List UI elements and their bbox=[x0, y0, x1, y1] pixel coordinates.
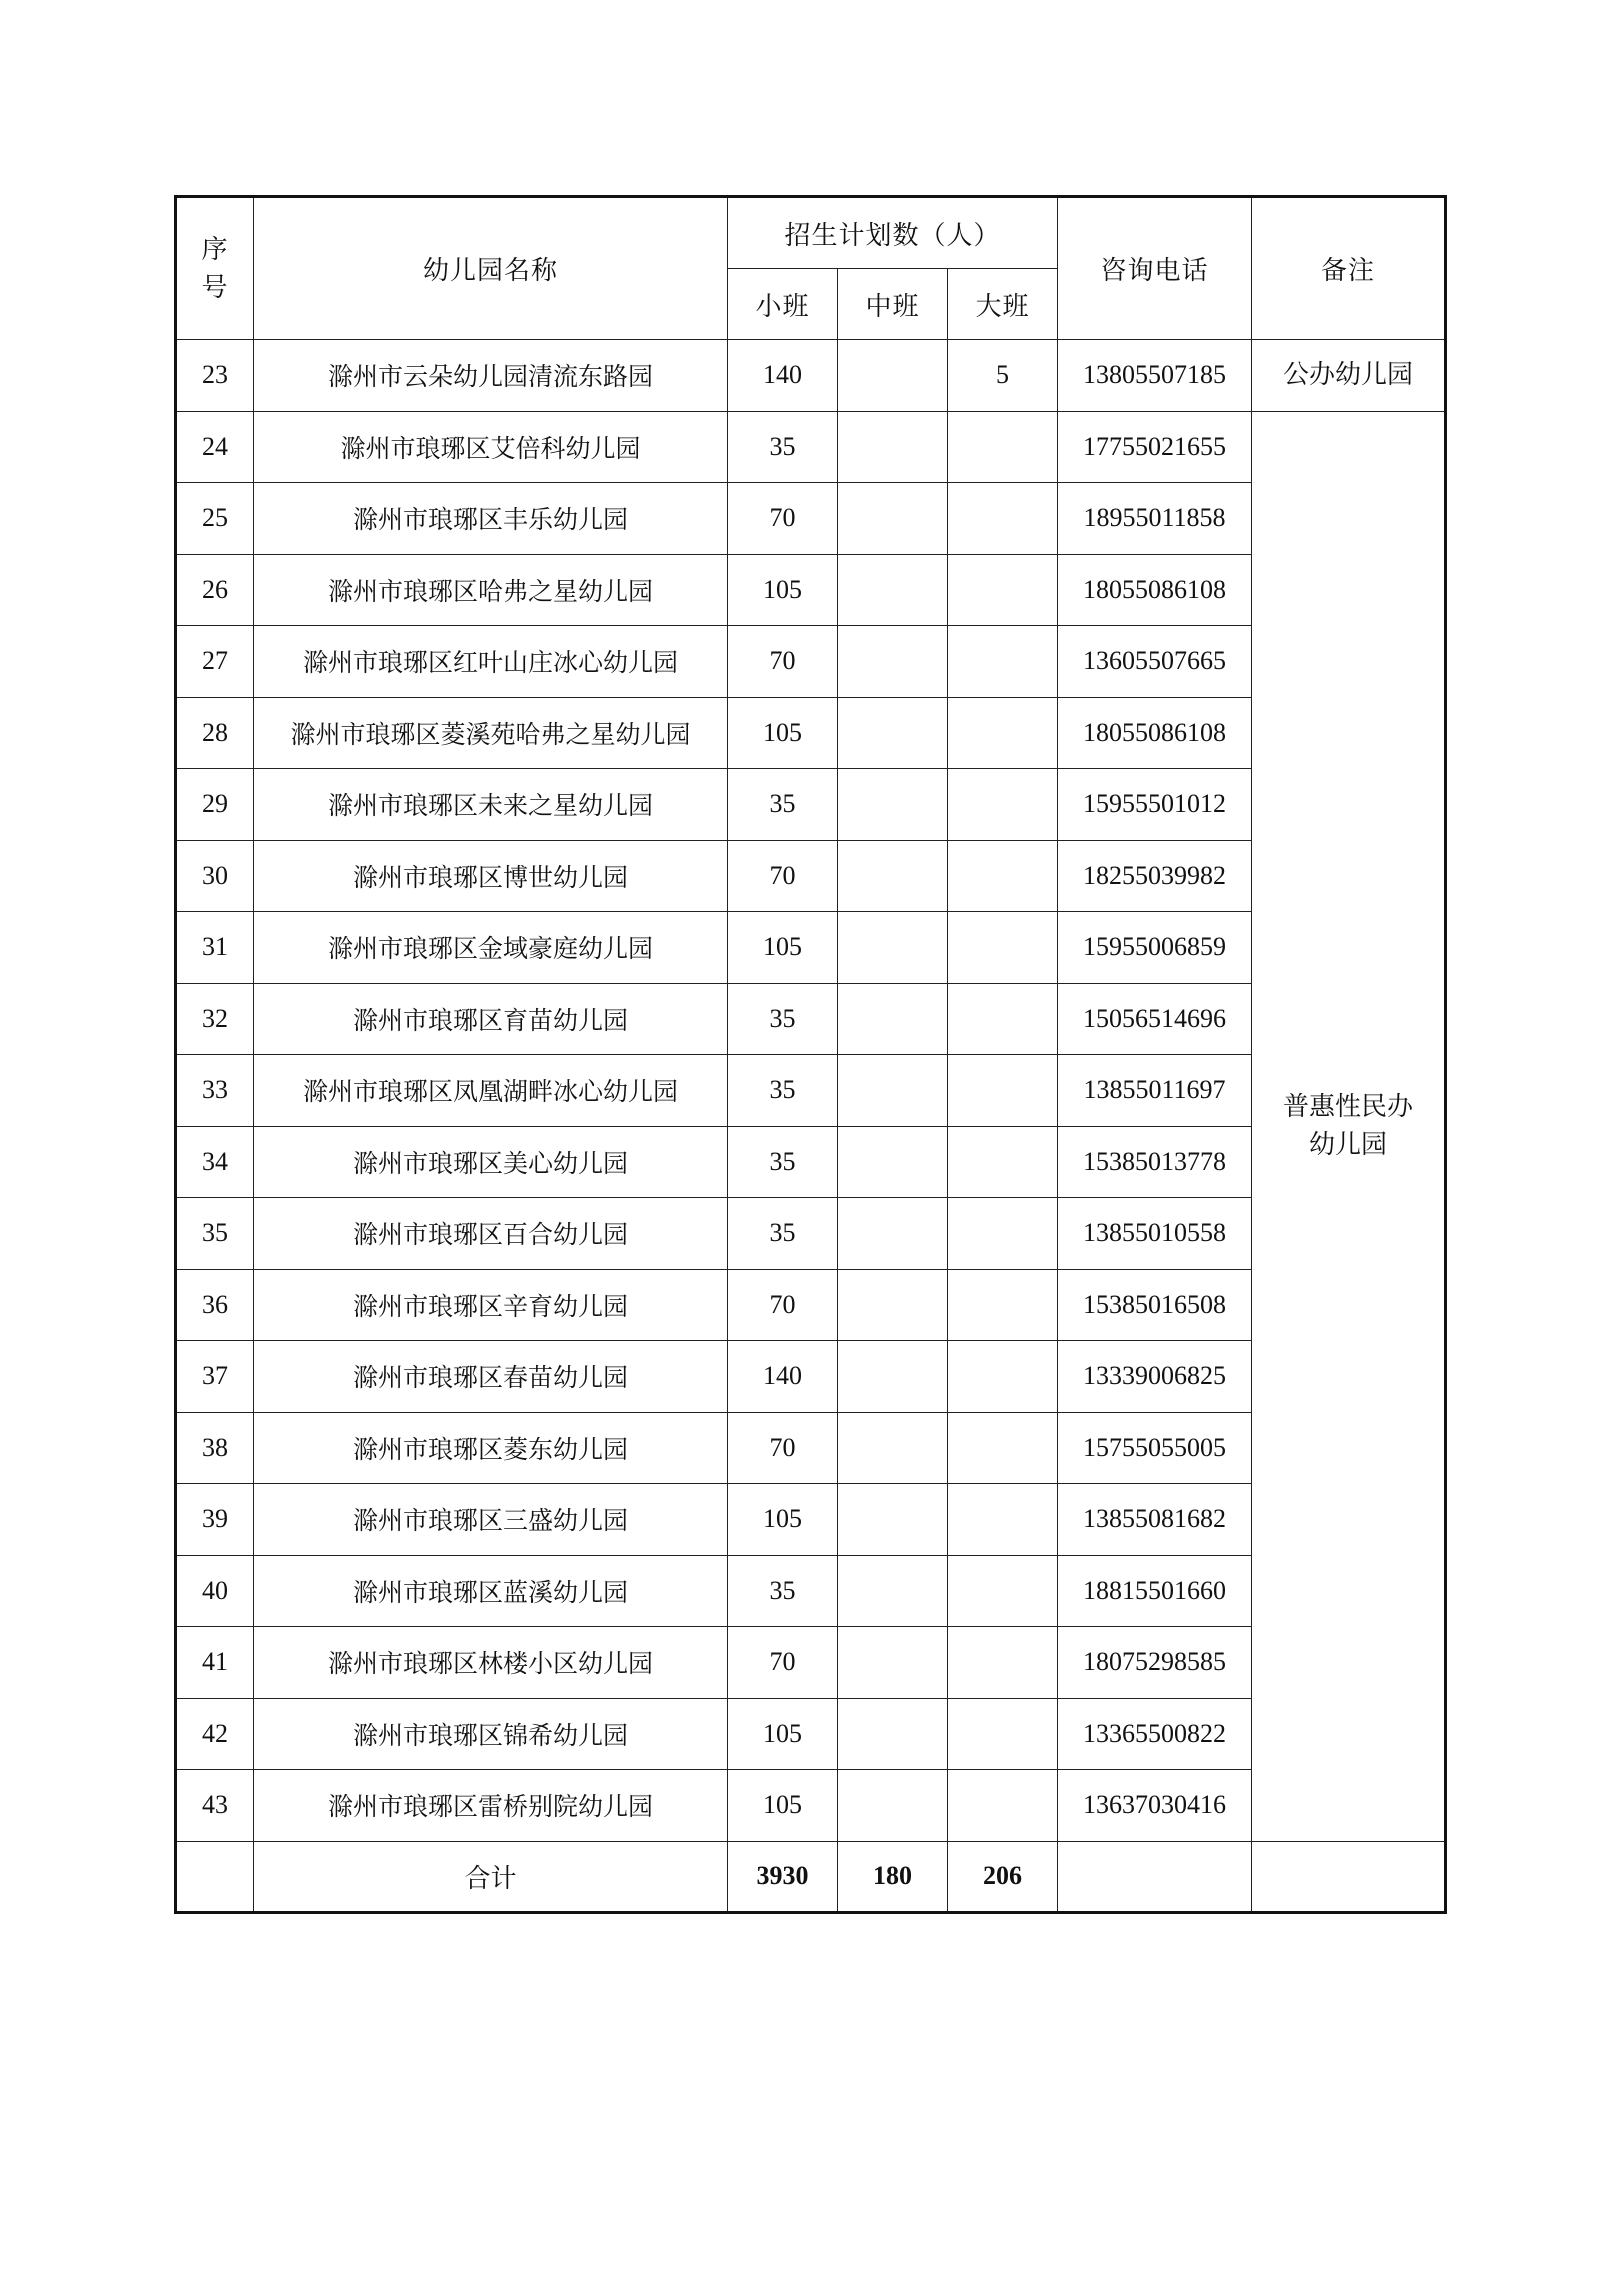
enrollment-table bbox=[174, 195, 1447, 1914]
row-kindergarten-name: 滁州市琅琊区百合幼儿园 bbox=[254, 1198, 728, 1270]
row-small-class: 140 bbox=[728, 340, 838, 412]
header-plan-group: 招生计划数（人） bbox=[728, 197, 1058, 269]
header-note: 备注 bbox=[1252, 197, 1446, 340]
row-middle-class bbox=[838, 340, 948, 412]
row-seq: 28 bbox=[176, 697, 254, 769]
row-seq: 32 bbox=[176, 983, 254, 1055]
header-seq-label: 序 号 bbox=[201, 234, 229, 303]
row-large-class bbox=[948, 697, 1058, 769]
row-large-class bbox=[948, 1269, 1058, 1341]
row-seq: 40 bbox=[176, 1555, 254, 1627]
row-kindergarten-name: 滁州市琅琊区金域豪庭幼儿园 bbox=[254, 912, 728, 984]
row-seq: 36 bbox=[176, 1269, 254, 1341]
row-kindergarten-name: 滁州市琅琊区菱东幼儿园 bbox=[254, 1412, 728, 1484]
row-middle-class bbox=[838, 554, 948, 626]
row-kindergarten-name: 滁州市琅琊区锦希幼儿园 bbox=[254, 1698, 728, 1770]
row-large-class bbox=[948, 912, 1058, 984]
row-phone: 15955501012 bbox=[1058, 769, 1252, 841]
row-small-class: 35 bbox=[728, 1055, 838, 1127]
row-phone: 13637030416 bbox=[1058, 1770, 1252, 1842]
row-middle-class bbox=[838, 769, 948, 841]
row-large-class bbox=[948, 1555, 1058, 1627]
row-seq: 25 bbox=[176, 483, 254, 555]
table-body bbox=[176, 340, 1446, 1913]
row-phone: 15955006859 bbox=[1058, 912, 1252, 984]
row-phone: 13339006825 bbox=[1058, 1341, 1252, 1413]
row-kindergarten-name: 滁州市琅琊区凤凰湖畔冰心幼儿园 bbox=[254, 1055, 728, 1127]
row-seq: 35 bbox=[176, 1198, 254, 1270]
row-small-class: 35 bbox=[728, 1555, 838, 1627]
header-small: 小班 bbox=[728, 269, 838, 340]
header-seq bbox=[176, 197, 254, 340]
row-phone: 15056514696 bbox=[1058, 983, 1252, 1055]
row-large-class bbox=[948, 483, 1058, 555]
row-large-class bbox=[948, 1412, 1058, 1484]
row-large-class bbox=[948, 1055, 1058, 1127]
row-small-class: 70 bbox=[728, 840, 838, 912]
row-large-class bbox=[948, 1126, 1058, 1198]
row-middle-class bbox=[838, 1698, 948, 1770]
row-phone: 15755055005 bbox=[1058, 1412, 1252, 1484]
row-kindergarten-name: 滁州市琅琊区三盛幼儿园 bbox=[254, 1484, 728, 1556]
row-seq: 31 bbox=[176, 912, 254, 984]
row-small-class: 35 bbox=[728, 769, 838, 841]
row-middle-class bbox=[838, 1269, 948, 1341]
row-seq: 43 bbox=[176, 1770, 254, 1842]
row-phone: 15385013778 bbox=[1058, 1126, 1252, 1198]
row-kindergarten-name: 滁州市云朵幼儿园清流东路园 bbox=[254, 340, 728, 412]
row-small-class: 35 bbox=[728, 1198, 838, 1270]
row-large-class: 5 bbox=[948, 340, 1058, 412]
row-kindergarten-name: 滁州市琅琊区哈弗之星幼儿园 bbox=[254, 554, 728, 626]
row-kindergarten-name: 滁州市琅琊区林楼小区幼儿园 bbox=[254, 1627, 728, 1699]
row-large-class bbox=[948, 411, 1058, 483]
row-kindergarten-name: 滁州市琅琊区未来之星幼儿园 bbox=[254, 769, 728, 841]
row-middle-class bbox=[838, 411, 948, 483]
row-phone: 18815501660 bbox=[1058, 1555, 1252, 1627]
row-small-class: 105 bbox=[728, 554, 838, 626]
row-middle-class bbox=[838, 1055, 948, 1127]
row-kindergarten-name: 滁州市琅琊区红叶山庄冰心幼儿园 bbox=[254, 626, 728, 698]
row-phone: 17755021655 bbox=[1058, 411, 1252, 483]
table-row bbox=[176, 340, 1446, 412]
row-phone: 18255039982 bbox=[1058, 840, 1252, 912]
row-seq: 37 bbox=[176, 1341, 254, 1413]
total-small-class: 3930 bbox=[728, 1841, 838, 1912]
row-large-class bbox=[948, 1698, 1058, 1770]
row-middle-class bbox=[838, 912, 948, 984]
row-middle-class bbox=[838, 626, 948, 698]
row-large-class bbox=[948, 1627, 1058, 1699]
row-seq: 38 bbox=[176, 1412, 254, 1484]
row-large-class bbox=[948, 1770, 1058, 1842]
row-middle-class bbox=[838, 697, 948, 769]
header-row-1 bbox=[176, 197, 1446, 269]
row-phone: 13365500822 bbox=[1058, 1698, 1252, 1770]
row-large-class bbox=[948, 983, 1058, 1055]
row-large-class bbox=[948, 769, 1058, 841]
row-middle-class bbox=[838, 983, 948, 1055]
row-large-class bbox=[948, 1341, 1058, 1413]
row-seq: 41 bbox=[176, 1627, 254, 1699]
row-middle-class bbox=[838, 1126, 948, 1198]
row-small-class: 105 bbox=[728, 1698, 838, 1770]
row-phone: 18055086108 bbox=[1058, 697, 1252, 769]
row-seq: 27 bbox=[176, 626, 254, 698]
row-small-class: 70 bbox=[728, 483, 838, 555]
row-kindergarten-name: 滁州市琅琊区辛育幼儿园 bbox=[254, 1269, 728, 1341]
header-middle: 中班 bbox=[838, 269, 948, 340]
row-seq: 34 bbox=[176, 1126, 254, 1198]
row-small-class: 105 bbox=[728, 912, 838, 984]
row-seq: 29 bbox=[176, 769, 254, 841]
row-kindergarten-name: 滁州市琅琊区美心幼儿园 bbox=[254, 1126, 728, 1198]
row-seq: 33 bbox=[176, 1055, 254, 1127]
row-phone: 13855011697 bbox=[1058, 1055, 1252, 1127]
row-middle-class bbox=[838, 1555, 948, 1627]
row-middle-class bbox=[838, 1341, 948, 1413]
row-middle-class bbox=[838, 1412, 948, 1484]
row-seq: 23 bbox=[176, 340, 254, 412]
row-small-class: 35 bbox=[728, 983, 838, 1055]
table-row bbox=[176, 411, 1446, 483]
row-middle-class bbox=[838, 1484, 948, 1556]
header-phone: 咨询电话 bbox=[1058, 197, 1252, 340]
row-kindergarten-name: 滁州市琅琊区蓝溪幼儿园 bbox=[254, 1555, 728, 1627]
row-seq: 39 bbox=[176, 1484, 254, 1556]
row-phone: 13605507665 bbox=[1058, 626, 1252, 698]
row-seq: 26 bbox=[176, 554, 254, 626]
row-middle-class bbox=[838, 1627, 948, 1699]
row-kindergarten-name: 滁州市琅琊区春苗幼儿园 bbox=[254, 1341, 728, 1413]
row-kindergarten-name: 滁州市琅琊区丰乐幼儿园 bbox=[254, 483, 728, 555]
row-seq: 24 bbox=[176, 411, 254, 483]
row-large-class bbox=[948, 554, 1058, 626]
total-row bbox=[176, 1841, 1446, 1912]
row-phone: 18075298585 bbox=[1058, 1627, 1252, 1699]
row-phone: 13855010558 bbox=[1058, 1198, 1252, 1270]
row-phone: 15385016508 bbox=[1058, 1269, 1252, 1341]
row-small-class: 140 bbox=[728, 1341, 838, 1413]
row-small-class: 70 bbox=[728, 1269, 838, 1341]
row-middle-class bbox=[838, 1198, 948, 1270]
row-phone: 18955011858 bbox=[1058, 483, 1252, 555]
row-small-class: 105 bbox=[728, 1484, 838, 1556]
total-phone-empty bbox=[1058, 1841, 1252, 1912]
row-kindergarten-name: 滁州市琅琊区菱溪苑哈弗之星幼儿园 bbox=[254, 697, 728, 769]
row-small-class: 105 bbox=[728, 1770, 838, 1842]
row-kindergarten-name: 滁州市琅琊区艾倍科幼儿园 bbox=[254, 411, 728, 483]
row-small-class: 35 bbox=[728, 1126, 838, 1198]
header-name: 幼儿园名称 bbox=[254, 197, 728, 340]
total-note-empty bbox=[1252, 1841, 1446, 1912]
row-seq: 30 bbox=[176, 840, 254, 912]
row-large-class bbox=[948, 1484, 1058, 1556]
row-large-class bbox=[948, 1198, 1058, 1270]
row-middle-class bbox=[838, 1770, 948, 1842]
row-large-class bbox=[948, 626, 1058, 698]
row-kindergarten-name: 滁州市琅琊区博世幼儿园 bbox=[254, 840, 728, 912]
row-phone: 18055086108 bbox=[1058, 554, 1252, 626]
row-middle-class bbox=[838, 840, 948, 912]
row-small-class: 105 bbox=[728, 697, 838, 769]
note-public: 公办幼儿园 bbox=[1252, 340, 1446, 412]
row-middle-class bbox=[838, 483, 948, 555]
total-seq-empty bbox=[176, 1841, 254, 1912]
note-private-inclusive bbox=[1252, 411, 1446, 1841]
row-small-class: 35 bbox=[728, 411, 838, 483]
note-private-line1: 普惠性民办 bbox=[1283, 1091, 1414, 1122]
note-private-line2: 幼儿园 bbox=[1309, 1129, 1388, 1160]
row-kindergarten-name: 滁州市琅琊区雷桥别院幼儿园 bbox=[254, 1770, 728, 1842]
row-large-class bbox=[948, 840, 1058, 912]
row-small-class: 70 bbox=[728, 1412, 838, 1484]
row-small-class: 70 bbox=[728, 1627, 838, 1699]
row-phone: 13805507185 bbox=[1058, 340, 1252, 412]
row-small-class: 70 bbox=[728, 626, 838, 698]
total-middle-class: 180 bbox=[838, 1841, 948, 1912]
row-phone: 13855081682 bbox=[1058, 1484, 1252, 1556]
row-seq: 42 bbox=[176, 1698, 254, 1770]
header-large: 大班 bbox=[948, 269, 1058, 340]
row-kindergarten-name: 滁州市琅琊区育苗幼儿园 bbox=[254, 983, 728, 1055]
total-label: 合计 bbox=[254, 1841, 728, 1912]
total-large-class: 206 bbox=[948, 1841, 1058, 1912]
